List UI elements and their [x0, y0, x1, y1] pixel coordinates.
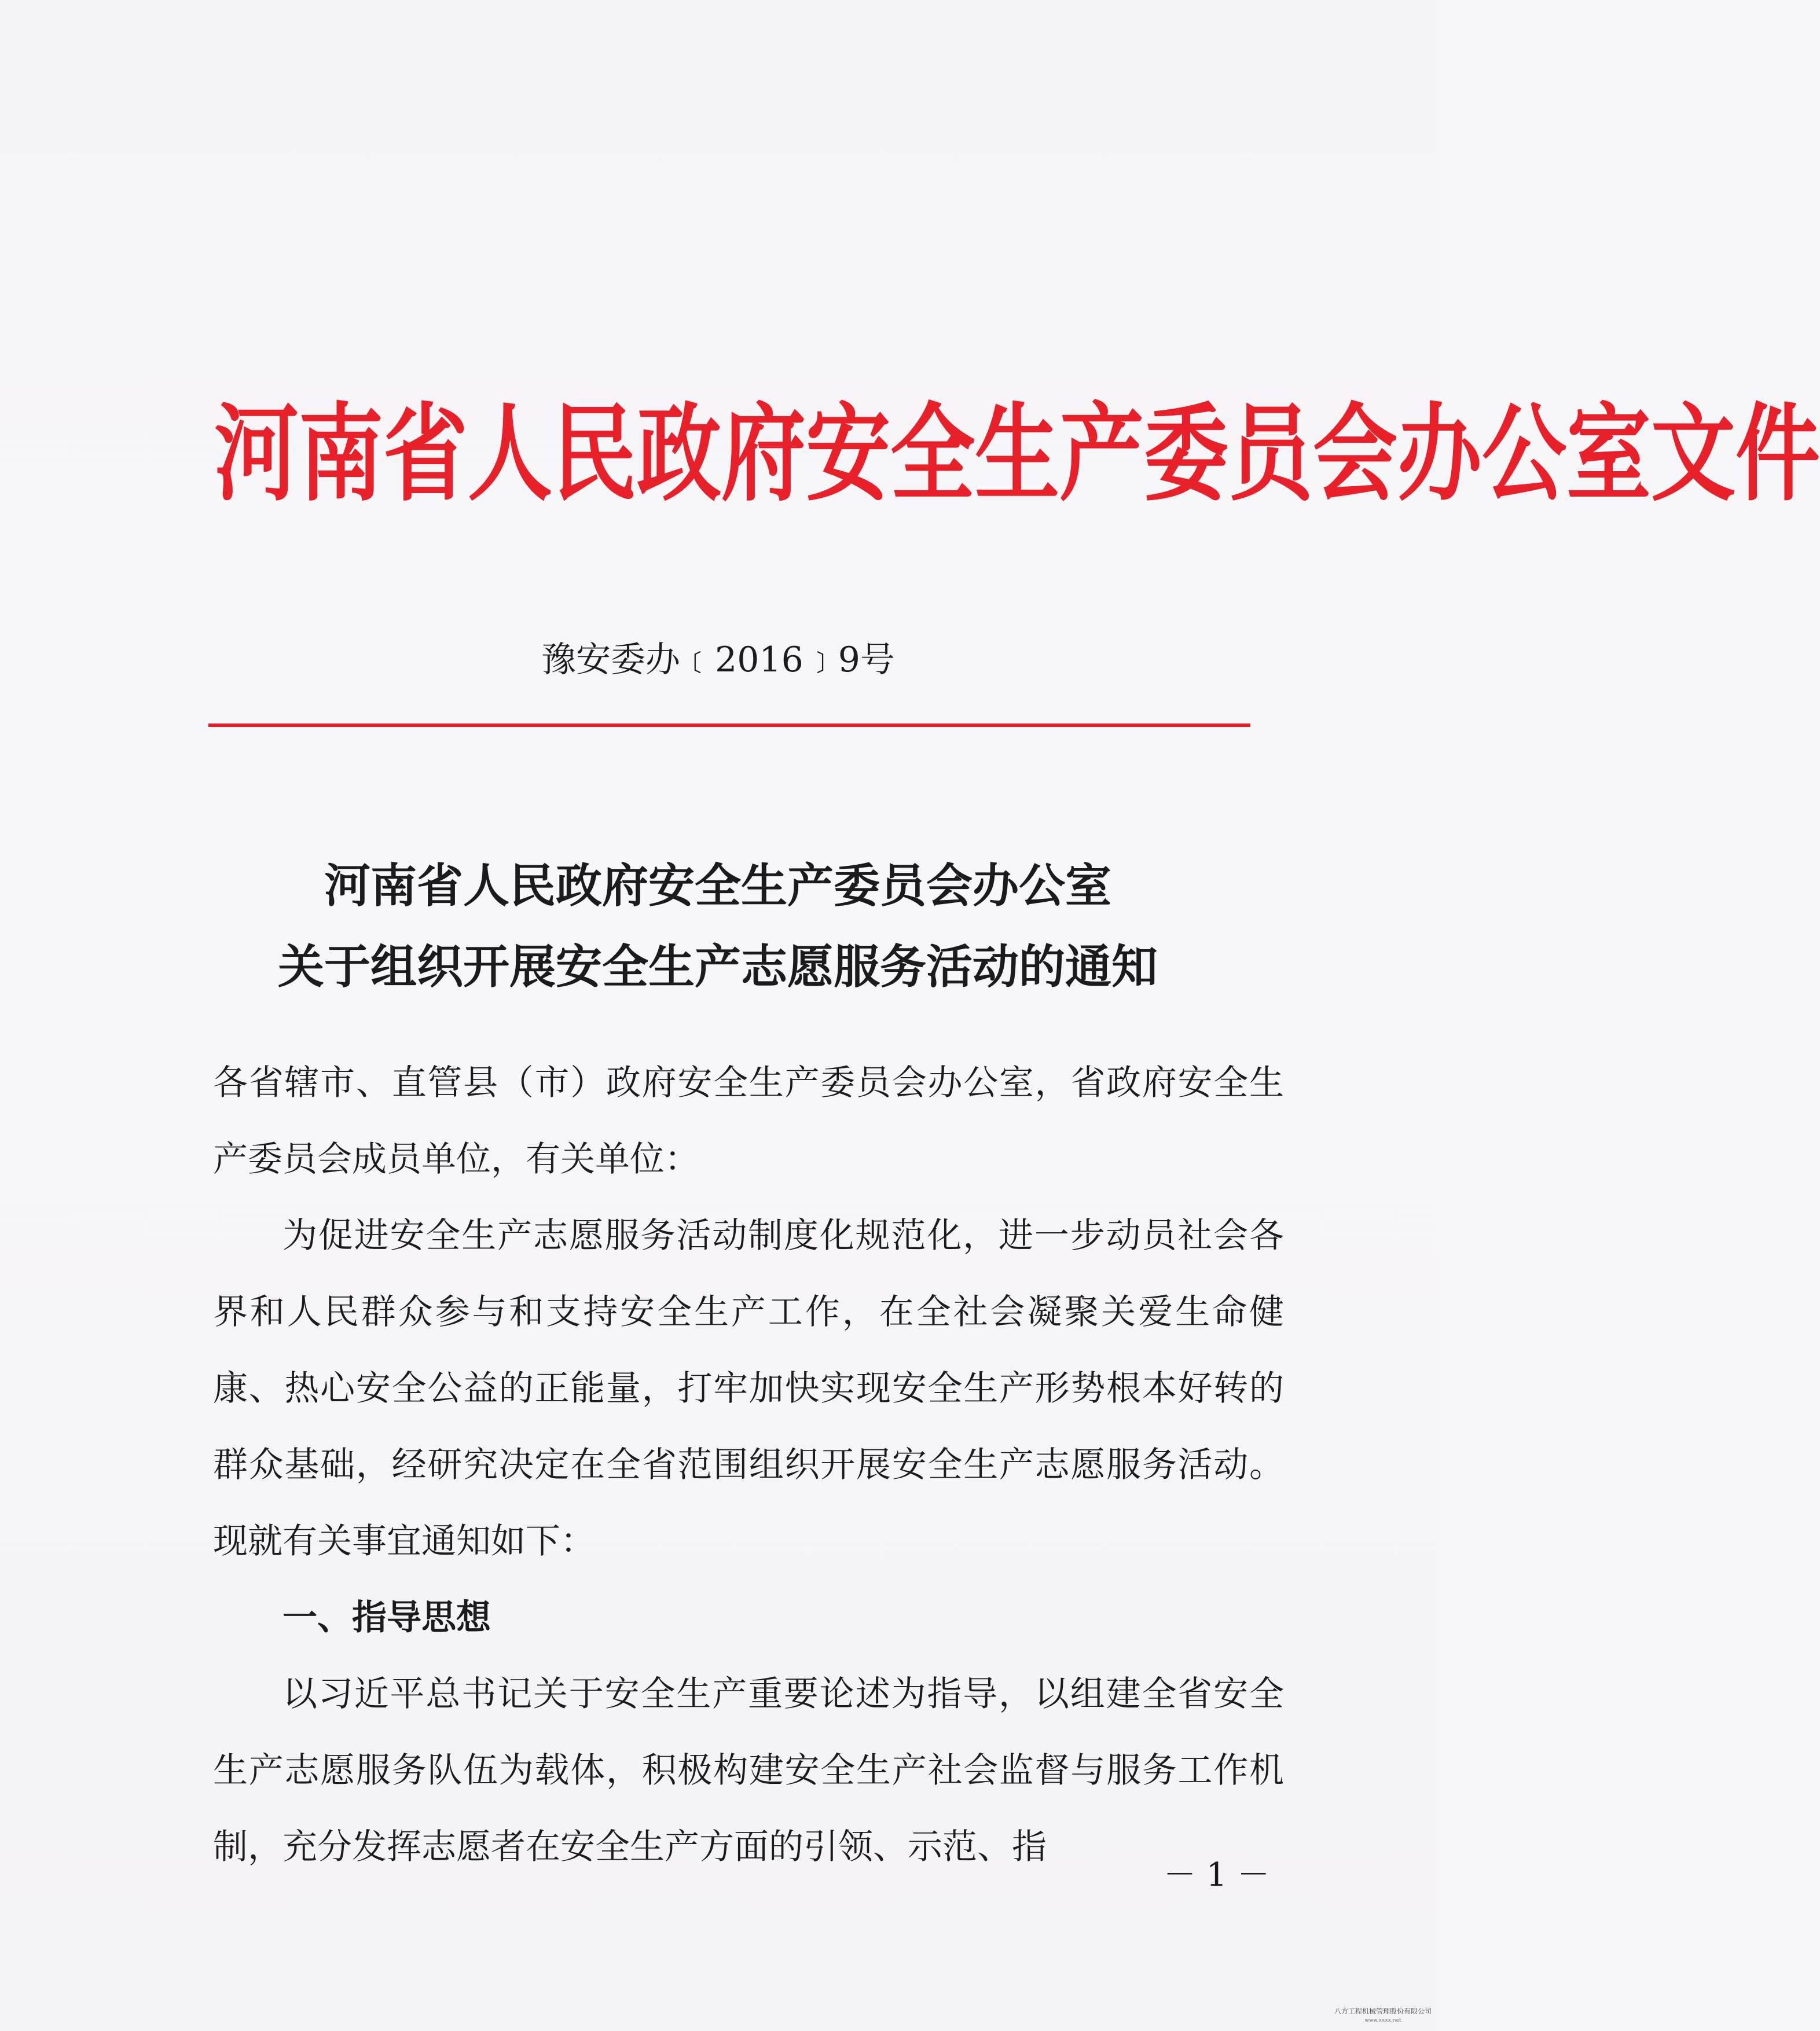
red-divider-line: [208, 723, 1250, 727]
document-body: [213, 1045, 1284, 1885]
document-title-line-2: 关于组织开展安全生产志愿服务活动的通知: [278, 939, 1158, 994]
watermark-company: 八方工程机械管理股份有限公司: [1334, 2007, 1432, 2015]
red-header-title: 河南省人民政府安全生产委员会办公室文件: [214, 392, 1820, 516]
section-heading-guiding-ideology: 一、指导思想: [282, 1597, 491, 1638]
document-title-line-1: 河南省人民政府安全生产委员会办公室: [324, 858, 1111, 913]
document-number: 豫安委办﹝2016﹞9号: [541, 640, 895, 680]
document-title: [174, 845, 1262, 1007]
paragraph-guiding-ideology: 以习近平总书记关于安全生产重要论述为指导，以组建全省安全生产志愿服务队伍为载体，积极构建安全生产社会监督与服务工作机制，充分发挥志愿者在安全生产方面的引领、示范、指: [213, 1674, 1284, 1867]
corner-watermark: [1334, 2007, 1432, 2025]
paragraph-introduction: 为促进安全生产志愿服务活动制度化规范化，进一步动员社会各界和人民群众参与和支持安全生产工作，在全社会凝聚关爱生命健康、热心安全公益的正能量，打牢加快实现安全生产形势根本好转的群众基础，经研究决定在全省范围组织开展安全生产志愿服务活动。现就有关事宜通知如下：: [213, 1215, 1284, 1562]
watermark-url: www.xxxx.net: [1364, 2018, 1401, 2023]
page-number: － 1 －: [1164, 1856, 1270, 1894]
addressee: 各省辖市、直管县（市）政府安全生产委员会办公室，省政府安全生产委员会成员单位，有关单位：: [213, 1063, 1284, 1180]
